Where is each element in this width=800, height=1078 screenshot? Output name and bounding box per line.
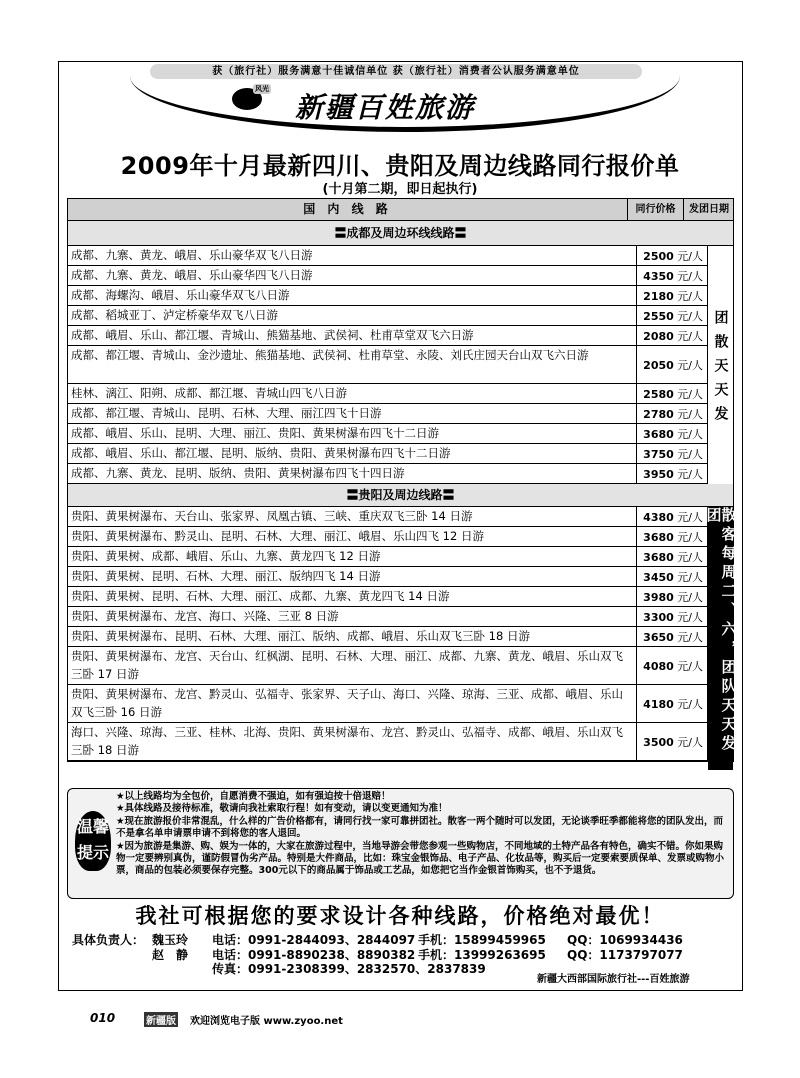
table-row	[68, 424, 733, 444]
tip-item: ★因为旅游是集游、购、娱为一体的，大家在旅游过程中，当地导游会带您参观一些购物店，不同地域的土特产品各有特色，确实不错。你如果购物一定要辨别真伪，谨防假冒伪劣产品。特别是大件商品，比如：珠宝金银饰品、电子产品、化妆品等，购买后一定要索要质保单、发票或购物小票，商品的包装必须要保存完整。300元以下的商品属于饰品或工艺品，如您把它当作金银首饰购买，也不予退货。	[116, 840, 725, 877]
route-price: 4180 元/人	[636, 685, 708, 722]
website-link[interactable]: 欢迎浏览电子版 www.zyoo.net	[190, 1016, 343, 1027]
col-price-header: 同行价格	[628, 199, 684, 220]
page-number: 010	[90, 1011, 116, 1025]
route-name: 成都、九寨、黄龙、峨眉、乐山豪华四飞八日游	[71, 268, 313, 282]
tip-item: ★以上线路均为全包价，自愿消费不强迫，如有强迫按十倍退赔！	[116, 791, 391, 802]
table-row	[68, 567, 733, 587]
contact-mobile-1: 手机：15899459965	[418, 933, 546, 947]
contact-tel-1: 电话：0991-2844093、2844097	[212, 933, 416, 947]
table-row	[68, 326, 733, 346]
route-name: 贵阳、黄果树瀑布、黔灵山、昆明、石林、大理、丽江、峨眉、乐山四飞 12 日游	[71, 529, 484, 543]
route-price: 3680 元/人	[636, 527, 708, 546]
route-name: 成都、稻城亚丁、泸定桥豪华双飞八日游	[71, 308, 278, 322]
route-price: 2500 元/人	[636, 246, 708, 265]
table-row	[68, 627, 733, 647]
route-name: 贵阳、黄果树瀑布、昆明、石林、大理、丽江、版纳、成都、峨眉、乐山双飞三卧 18 日游	[71, 629, 530, 643]
section-guiyang-rows	[68, 507, 738, 761]
contact-qq-1: QQ：1069934436	[567, 933, 683, 947]
route-name: 贵阳、黄果树、昆明、石林、大理、丽江、版纳四飞 14 日游	[71, 569, 381, 583]
tips-list	[116, 791, 730, 878]
tips-label-text: 温馨 提示	[76, 817, 109, 862]
depart-schedule: 团散天天发	[708, 246, 733, 494]
contact-label: 具体负责人：	[72, 933, 145, 947]
route-price: 3450 元/人	[636, 567, 708, 586]
section-chengdu-rows	[68, 246, 733, 484]
route-name: 成都、峨眉、乐山、都江堰、青城山、熊猫基地、武侯祠、杜甫草堂双飞六日游	[71, 328, 474, 342]
section-title-guiyang: 〓贵阳及周边线路〓	[68, 484, 733, 507]
route-price: 3750 元/人	[636, 444, 708, 463]
contact-person-1: 魏玉玲	[152, 933, 189, 947]
route-name: 成都、海螺沟、峨眉、乐山豪华双飞八日游	[71, 288, 290, 302]
route-price: 4380 元/人	[636, 507, 708, 526]
route-price: 2180 元/人	[636, 286, 708, 305]
price-table	[67, 198, 738, 762]
contact-qq-2: QQ：1173797077	[567, 947, 683, 962]
table-row	[68, 286, 733, 306]
table-row	[68, 266, 733, 286]
table-row	[68, 404, 733, 424]
route-price: 2550 元/人	[636, 306, 708, 325]
route-name: 贵阳、黄果树瀑布、龙宫、黔灵山、弘福寺、张家界、天子山、海口、兴隆、琼海、三亚、成都、峨眉、乐山双飞三卧 16 日游	[71, 687, 623, 719]
tips-box	[67, 788, 734, 899]
page-subtitle: (十月第二期，即日起执行)	[322, 182, 478, 197]
route-price: 2050 元/人	[636, 346, 708, 383]
route-price: 3950 元/人	[636, 464, 708, 483]
table-row	[68, 587, 733, 607]
route-name: 贵阳、黄果树瀑布、龙宫、天台山、红枫湖、昆明、石林、大理、丽江、成都、九寨、黄龙、峨眉、乐山双飞三卧 17 日游	[71, 649, 623, 681]
route-price: 4080 元/人	[636, 647, 708, 684]
route-name: 贵阳、黄果树、昆明、石林、大理、丽江、成都、九寨、黄龙四飞 14 日游	[71, 589, 450, 603]
route-name: 海口、兴隆、琼海、三亚、桂林、北海、贵阳、黄果树瀑布、龙宫、黔灵山、弘福寺、成都、峨眉、乐山双飞三卧 18 日游	[71, 725, 623, 757]
contact-line-1	[72, 933, 752, 948]
route-name: 成都、峨眉、乐山、都江堰、昆明、版纳、贵阳、黄果树瀑布四飞十二日游	[71, 446, 451, 460]
table-row	[68, 647, 733, 685]
col-route-header: 国 内 线 路	[68, 199, 628, 220]
route-name: 成都、九寨、黄龙、峨眉、乐山豪华双飞八日游	[71, 248, 313, 262]
route-price: 3680 元/人	[636, 547, 708, 566]
table-row	[68, 346, 733, 384]
table-row	[68, 685, 733, 723]
edition-badge: 新疆版	[144, 1012, 178, 1027]
route-price: 2580 元/人	[636, 384, 708, 403]
table-row	[68, 464, 733, 484]
table-row	[68, 547, 733, 567]
tip-item: ★具体线路及接待标准，敬请向我社索取行程！如有变动，请以变更通知为准！	[116, 803, 448, 815]
route-price: 2080 元/人	[636, 326, 708, 345]
contact-fax: 传真：0991-2308399、2832570、2837839	[212, 962, 486, 976]
tips-label	[75, 811, 111, 871]
tip-item: ★现在旅游报价非常混乱，什么样的广告价格都有，请同行找一家可靠拼团社。散客一两个随时可以发团，无论谈季旺季都能将您的团队发出，而不是拿名单申请票申请不到将您的客人退回。	[116, 815, 724, 840]
route-price: 3980 元/人	[636, 587, 708, 606]
route-name: 成都、峨眉、乐山、昆明、大理、丽江、贵阳、黄果树瀑布四飞十二日游	[71, 426, 439, 440]
table-row	[68, 384, 733, 404]
logo-text: 新疆百姓旅游	[295, 91, 476, 124]
contact-tel-2: 电话：0991-8890238、8890382	[212, 947, 416, 962]
slogan: 我社可根据您的要求设计各种线路，价格绝对最优！	[135, 904, 665, 928]
route-price: 3680 元/人	[636, 424, 708, 443]
route-price: 3300 元/人	[636, 607, 708, 626]
route-name: 贵阳、黄果树、成都、峨眉、乐山、九寨、黄龙四飞 12 日游	[71, 549, 381, 563]
col-depart-header: 发团日期	[689, 204, 729, 215]
table-row	[68, 246, 733, 266]
agency-name: 新疆大西部国际旅行社---百姓旅游	[537, 974, 690, 985]
route-name: 贵阳、黄果树瀑布、天台山、张家界、凤凰古镇、三峡、重庆双飞三卧 14 日游	[71, 509, 473, 523]
route-name: 成都、九寨、黄龙、昆明、版纳、贵阳、黄果树瀑布四飞十四日游	[71, 466, 405, 480]
route-price: 4350 元/人	[636, 266, 708, 285]
table-row	[68, 607, 733, 627]
route-price: 3650 元/人	[636, 627, 708, 646]
route-name: 贵阳、黄果树瀑布、龙宫、海口、兴隆、三亚 8 日游	[71, 609, 339, 623]
table-header	[68, 199, 733, 221]
contact-line-2	[72, 948, 752, 963]
table-row	[68, 507, 733, 527]
table-row	[68, 723, 733, 761]
section-title-chengdu: 〓成都及周边环线线路〓	[68, 221, 733, 246]
page-title: 2009年十月最新四川、贵阳及周边线路同行报价单	[120, 152, 680, 180]
route-price: 2780 元/人	[636, 404, 708, 423]
table-row	[68, 306, 733, 326]
table-row	[68, 527, 733, 547]
depart-schedule: 散客每周二、六，团队天天发团	[708, 507, 733, 770]
award-banner: 获（旅行社）服务满意十佳诚信单位 获（旅行社）消费者公认服务满意单位	[150, 64, 642, 79]
contact-person-2: 赵 静	[152, 947, 189, 962]
route-name: 桂林、漓江、阳朔、成都、都江堰、青城山四飞八日游	[71, 386, 347, 400]
table-row	[68, 444, 733, 464]
contact-mobile-2: 手机：13999263695	[418, 947, 546, 962]
route-name: 成都、都江堰、青城山、金沙遗址、熊猫基地、武侯祠、杜甫草堂、永陵、刘氏庄园天台山双飞六日游	[71, 348, 589, 362]
route-price: 3500 元/人	[636, 723, 708, 760]
logo-tag: 风光	[255, 85, 269, 93]
route-name: 成都、都江堰、青城山、昆明、石林、大理、丽江四飞十日游	[71, 406, 382, 420]
